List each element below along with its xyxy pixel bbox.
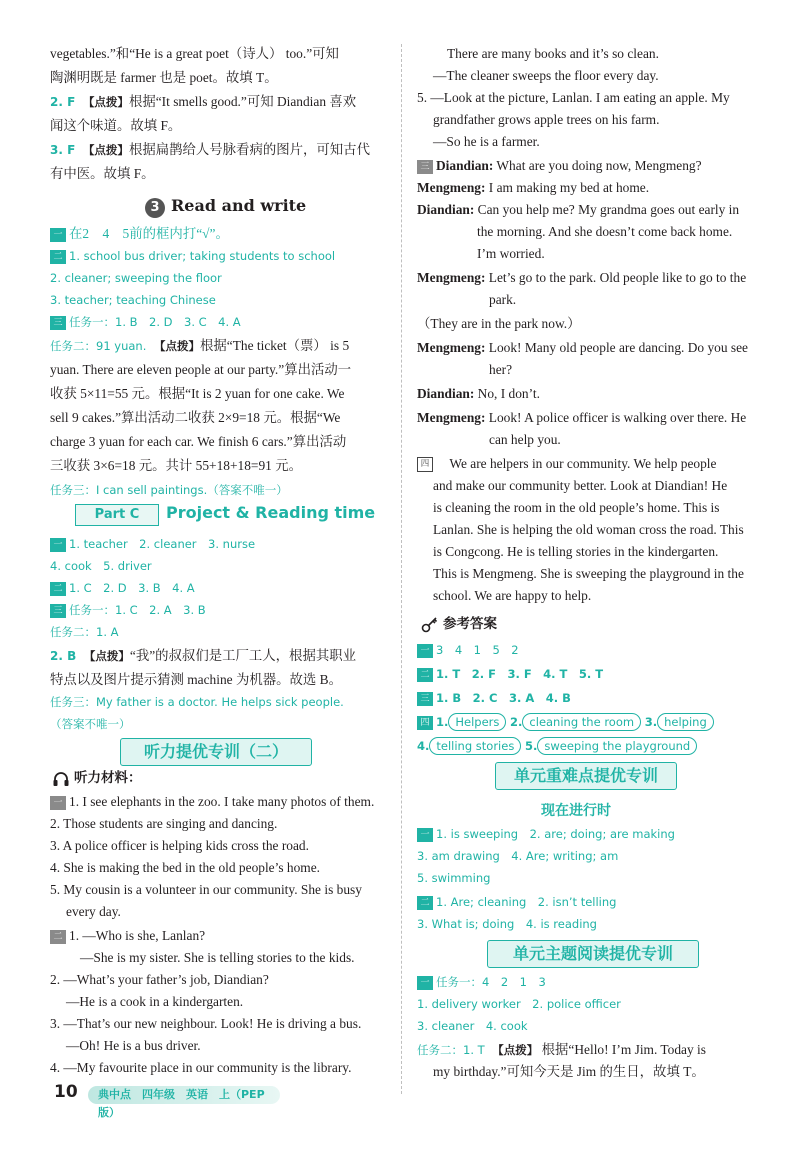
dialogue-line: Mengmeng: I am making my bed at home. [417, 180, 650, 195]
script-line: —Oh! He is a bus driver. [66, 1038, 201, 1053]
text-line: 三收获 3×6=18 元。共计 55+18+18=91 元。 [50, 458, 303, 473]
section-badge: 一 [50, 538, 66, 552]
answer-item: 5. swimming [417, 871, 491, 885]
text-line: charge 3 yuan for each car. We finish 6 cars.”算出活动 [50, 434, 347, 449]
script-line: 二 1. —Who is she, Lanlan? [50, 926, 205, 946]
part-title: Project & Reading time [166, 503, 376, 522]
section-badge: 二 [50, 930, 66, 944]
dialogue-line: Diandian: No, I don’t. [417, 386, 540, 401]
section-badge: 一 [417, 644, 433, 658]
headphones-icon [52, 771, 70, 787]
footer-book-title: 典中点 四年级 英语 上（PEP 版） [88, 1086, 280, 1104]
passage-line: is cleaning the room in the old people’s home. This is [433, 500, 720, 515]
passage-line: 四 We are helpers in our community. We help people [417, 454, 716, 474]
answer-item: 2. cleaner; sweeping the floor [50, 271, 222, 285]
answer-item: 3. F 【点拨】根据扁鹊给人号脉看病的图片，可知古代 [50, 142, 370, 157]
answer-item: 二 1. T 2. F 3. F 4. T 5. T [417, 664, 603, 684]
section-banner: 单元主题阅读提优专训 [487, 940, 699, 968]
script-line: —He is a cook in a kindergarten. [66, 994, 244, 1009]
section-number-badge: 3 [145, 198, 165, 218]
answer-item: （答案不唯一） [50, 717, 131, 731]
section-banner: 听力提优专训（二） [120, 738, 312, 766]
answer-item: 3. cleaner 4. cook [417, 1019, 528, 1033]
answer-item: 一 在2 4 5前的框内打“√”。 [50, 224, 229, 244]
text-line: 特点以及图片提示猜测 machine 为机器。故选 B。 [50, 672, 342, 687]
answer-item: 任务二：1. T 【点拨】 根据“Hello! I’m Jim. Today is [417, 1042, 706, 1057]
answer-item: 2. F 【点拨】根据“It smells good.”可知 Diandian 喜欢 [50, 94, 357, 109]
key-icon [421, 617, 439, 633]
script-line: 4. She is making the bed in the old people’s home. [50, 860, 321, 875]
dialogue-line: park. [489, 292, 517, 307]
section-badge: 四 [417, 457, 433, 472]
section-badge: 一 [417, 828, 433, 842]
dialogue-line: her? [489, 362, 513, 377]
answer-item: 任务三：My father is a doctor. He helps sick people. [50, 695, 344, 709]
answer-item: 三 1. B 2. C 3. A 4. B [417, 688, 571, 708]
passage-line: school. We are happy to help. [433, 588, 592, 603]
answer-item: 一 1. is sweeping 2. are; doing; are making [417, 824, 675, 844]
section-badge: 一 [50, 228, 66, 242]
passage-line: and make our community better. Look at Diandian! He [433, 478, 728, 493]
answer-item: 3. teacher; teaching Chinese [50, 293, 216, 307]
text-line: my birthday.”可知今天是 Jim 的生日，故填 T。 [433, 1064, 705, 1079]
section-badge: 一 [417, 976, 433, 990]
answer-item: 3. What is; doing 4. is reading [417, 917, 597, 931]
answer-item: 任务二：91 yuan. 【点拨】根据“The ticket（票） is 5 [50, 338, 350, 353]
sub-heading: 现在进行时 [541, 803, 611, 819]
script-line: 3. —That’s our new neighbour. Look! He is driving a bus. [50, 1016, 362, 1031]
dialogue-line: the morning. And she doesn’t come back home. [477, 224, 733, 239]
answer-item: 一 3 4 1 5 2 [417, 640, 519, 660]
script-line: 4. —My favourite place in our community is the library. [50, 1060, 352, 1075]
section-badge: 四 [417, 716, 433, 730]
dialogue-line: Diandian: Can you help me? My grandma goes out early in [417, 202, 740, 217]
section-title: 3 Read and write [145, 196, 306, 218]
answer-item: 4. telling stories 5. sweeping the playground [417, 736, 697, 756]
part-label: Part C [75, 504, 159, 526]
answers-heading: 参考答案 [421, 614, 497, 634]
dialogue-line: I’m worried. [477, 246, 545, 261]
dialogue-line: Mengmeng: Look! Many old people are dancing. Do you see [417, 340, 748, 355]
script-line: —She is my sister. She is telling stories to the kids. [80, 950, 355, 965]
script-line: 5. My cousin is a volunteer in our community. She is busy [50, 882, 362, 897]
script-line: —The cleaner sweeps the floor every day. [433, 68, 659, 83]
page-footer [40, 1082, 280, 1119]
section-badge: 三 [50, 604, 66, 618]
dialogue-line: （They are in the park now.） [417, 316, 581, 331]
script-line: 3. A police officer is helping kids cross the road. [50, 838, 309, 853]
text-line: yuan. There are eleven people at our party.”算出活动一 [50, 362, 352, 377]
section-badge: 二 [50, 582, 66, 596]
section-badge: 二 [417, 896, 433, 910]
answer-item: 二 1. C 2. D 3. B 4. A [50, 578, 195, 598]
script-line: 一 1. I see elephants in the zoo. I take many photos of them. [50, 792, 374, 812]
dialogue-line: can help you. [489, 432, 561, 447]
dialogue-line: Mengmeng: Let’s go to the park. Old people like to go to the [417, 270, 747, 285]
script-line: 2. —What’s your father’s job, Diandian? [50, 972, 269, 987]
script-line: grandfather grows apple trees on his farm. [433, 112, 660, 127]
dialogue-line: Mengmeng: Look! A police officer is walking over there. He [417, 410, 747, 425]
text-line: 收获 5×11=55 元。根据“It is 2 yuan for one cake. We [50, 386, 345, 401]
section-badge: 一 [50, 796, 66, 810]
section-banner: 单元重难点提优专训 [495, 762, 677, 790]
text-line: 闻这个味道。故填 F。 [50, 118, 182, 133]
answer-item: 任务三：I can sell paintings.（答案不唯一） [50, 483, 288, 497]
section-badge: 三 [417, 692, 433, 706]
answer-item: 2. B 【点拨】“我”的叔叔们是工厂工人，根据其职业 [50, 648, 357, 663]
passage-line: Lanlan. She is helping the old woman cross the road. This [433, 522, 744, 537]
text-line: sell 9 cakes.”算出活动二收获 2×9=18 元。根据“We [50, 410, 341, 425]
section-badge: 三 [50, 316, 66, 330]
answer-item: 任务二：1. A [50, 625, 119, 639]
answer-item: 三 任务一：1. B 2. D 3. C 4. A [50, 312, 241, 332]
section-badge: 二 [417, 668, 433, 682]
section-badge: 二 [50, 250, 66, 264]
answer-item: 4. cook 5. driver [50, 559, 152, 573]
answer-item: 二 1. Are; cleaning 2. isn’t telling [417, 892, 616, 912]
script-line: —So he is a farmer. [433, 134, 540, 149]
script-line: 5. —Look at the picture, Lanlan. I am eating an apple. My [417, 90, 730, 105]
script-line: 2. Those students are singing and dancing. [50, 816, 278, 831]
passage-line: is Congcong. He is telling stories in the kindergarten. [433, 544, 719, 559]
section-badge: 三 [417, 160, 433, 174]
answer-item: 四 1. Helpers 2. cleaning the room 3. helping [417, 712, 714, 732]
answer-item: 一 1. teacher 2. cleaner 3. nurse [50, 534, 255, 554]
answer-item: 1. delivery worker 2. police officer [417, 997, 621, 1011]
column-divider [401, 44, 402, 1094]
text-line: 陶渊明既是 farmer 也是 poet。故填 T。 [50, 70, 278, 85]
dialogue-line: 三 Diandian: What are you doing now, Mengmeng? [417, 156, 702, 176]
script-line: every day. [66, 904, 121, 919]
answer-item: 一 任务一：4 2 1 3 [417, 972, 546, 992]
passage-line: This is Mengmeng. She is sweeping the playground in the [433, 566, 744, 581]
listening-heading: 听力材料： [52, 768, 142, 788]
text-line: vegetables.”和“He is a great poet（诗人） too.”可知 [50, 46, 339, 61]
answer-item: 3. am drawing 4. Are; writing; am [417, 849, 619, 863]
script-line: There are many books and it’s so clean. [447, 46, 659, 61]
answer-item: 二 1. school bus driver; taking students to school [50, 246, 335, 266]
text-line: 有中医。故填 F。 [50, 166, 155, 181]
answer-item: 三 任务一：1. C 2. A 3. B [50, 600, 206, 620]
page-number: 10 [54, 1082, 78, 1102]
